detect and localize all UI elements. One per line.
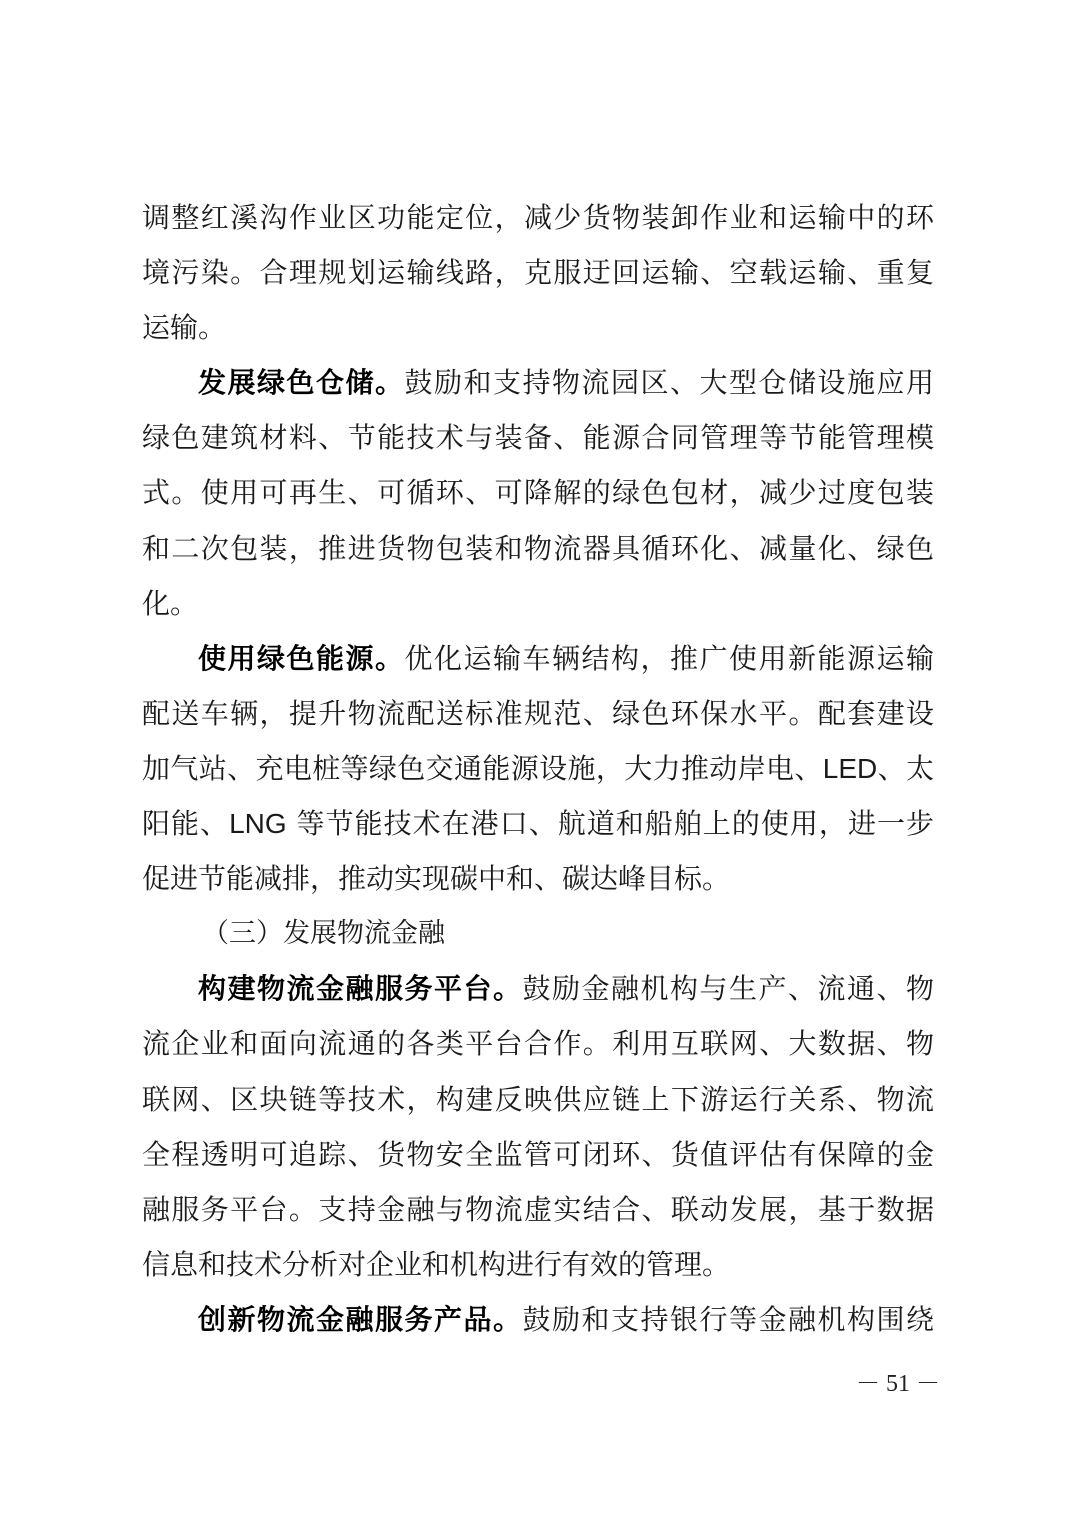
body-line: 配送车辆，提升物流配送标准规范、绿色环保水平。配套建设 bbox=[142, 696, 934, 730]
paragraph-text: 优化运输车辆结构，推广使用新能源运输 bbox=[404, 641, 934, 675]
body-line: 和二次包装，推进货物包装和物流器具循环化、减量化、绿色 bbox=[142, 531, 934, 565]
paragraph-first-line bbox=[142, 631, 934, 686]
body-text: 加气站、充电桩等绿色交通能源设施，大力推动岸电、 bbox=[142, 751, 823, 785]
section-heading: （三）发展物流金融 bbox=[202, 918, 445, 950]
paragraph-lead-heading: 创新物流金融服务产品。 bbox=[198, 1302, 523, 1336]
body-line: 信息和技术分析对企业和机构进行有效的管理。 bbox=[142, 1247, 731, 1281]
body-line bbox=[142, 796, 934, 851]
paragraph-lead-heading: 构建物流金融服务平台。 bbox=[198, 972, 523, 1006]
body-text-latin: LED bbox=[822, 752, 878, 784]
body-text: 阳能、 bbox=[142, 807, 230, 841]
body-line: 运输。 bbox=[142, 311, 227, 345]
body-line: 融服务平台。支持金融与物流虚实结合、联动发展，基于数据 bbox=[142, 1192, 934, 1226]
body-line: 调整红溪沟作业区功能定位，减少货物装卸作业和运输中的环 bbox=[142, 201, 934, 234]
paragraph-text: 鼓励和支持物流园区、大型仓储设施应用 bbox=[404, 366, 934, 400]
body-line: 流企业和面向流通的各类平台合作。利用互联网、大数据、物 bbox=[142, 1027, 934, 1061]
document-body bbox=[142, 190, 934, 1347]
paragraph-text: 鼓励金融机构与生产、流通、物 bbox=[522, 972, 934, 1006]
paragraph-lead-heading: 发展绿色仓储。 bbox=[198, 366, 405, 400]
paragraph-lead-heading: 使用绿色能源。 bbox=[198, 641, 405, 675]
body-line: 绿色建筑材料、节能技术与装备、能源合同管理等节能管理模 bbox=[142, 421, 934, 455]
body-text-latin: LNG bbox=[229, 808, 287, 840]
paragraph-first-line bbox=[142, 355, 934, 410]
body-line: 化。 bbox=[142, 586, 199, 620]
paragraph-first-line bbox=[142, 961, 934, 1016]
body-text: 等节能技术在港口、航道和船舶上的使用，进一步 bbox=[286, 807, 934, 841]
body-line: 式。使用可再生、可循环、可降解的绿色包材，减少过度包装 bbox=[142, 476, 934, 510]
body-text: 、太 bbox=[877, 751, 934, 785]
body-line bbox=[142, 741, 934, 796]
paragraph-text: 鼓励和支持银行等金融机构围绕 bbox=[522, 1302, 934, 1336]
paragraph-first-line bbox=[142, 1292, 934, 1347]
body-line: 促进节能减排，推动实现碳中和、碳达峰目标。 bbox=[142, 862, 731, 896]
page-number: － 51 － bbox=[856, 1371, 940, 1397]
body-line: 全程透明可追踪、货物安全监管可闭环、货值评估有保障的金 bbox=[142, 1137, 934, 1171]
body-line: 联网、区块链等技术，构建反映供应链上下游运行关系、物流 bbox=[142, 1082, 934, 1116]
body-line: 境污染。合理规划运输线路，克服迂回运输、空载运输、重复 bbox=[142, 256, 934, 290]
